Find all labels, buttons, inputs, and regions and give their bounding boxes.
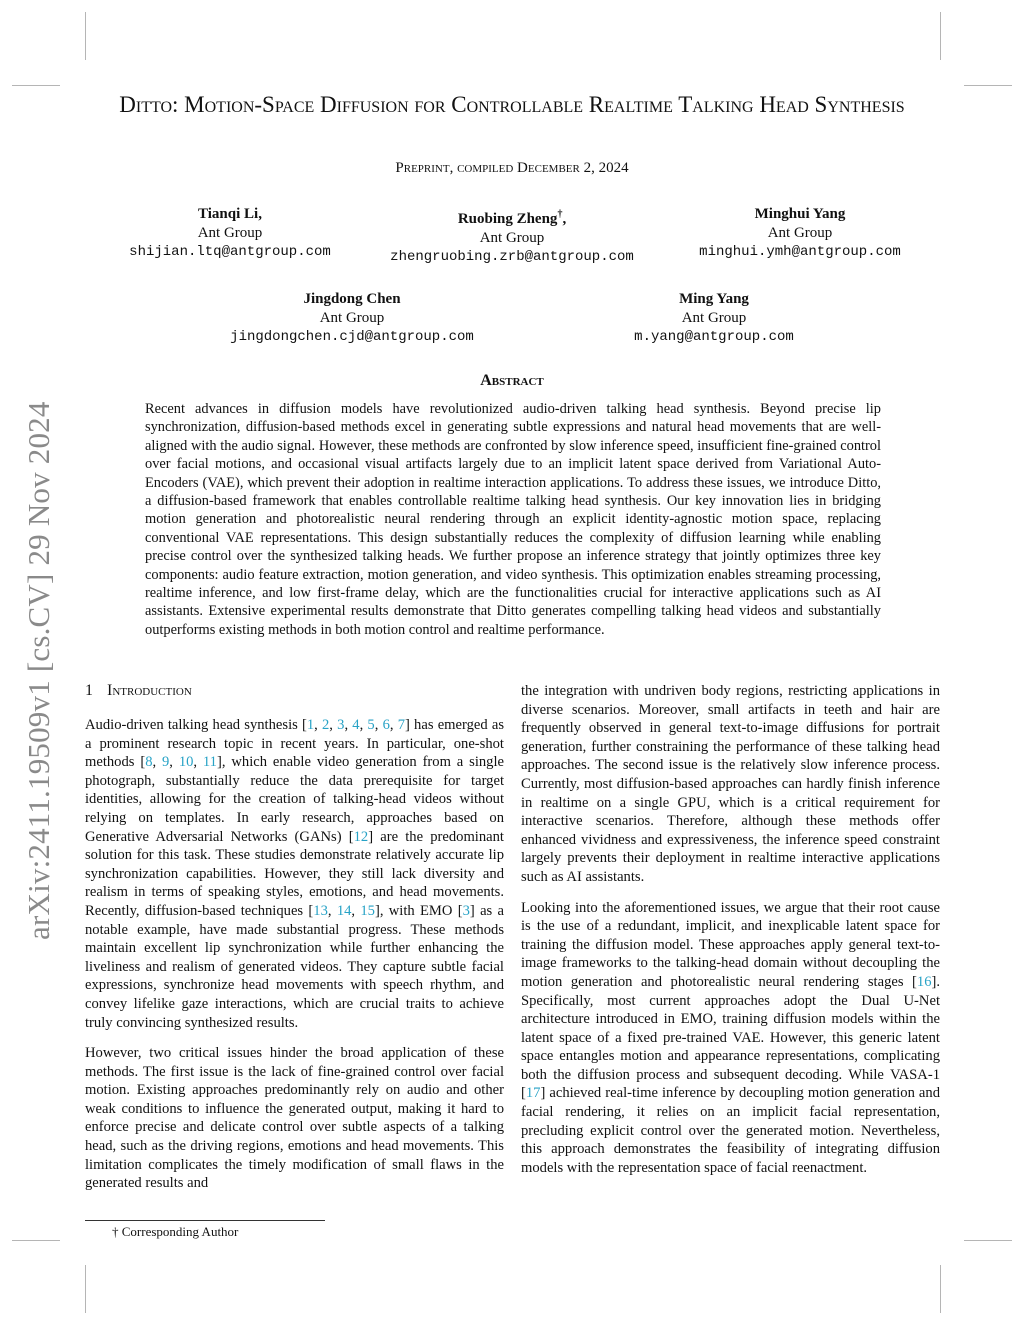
citation-link[interactable]: 1 [306, 717, 315, 733]
author-block [604, 290, 824, 347]
author-affiliation: Ant Group [197, 225, 263, 241]
crop-mark [12, 85, 60, 86]
citation-link[interactable]: 17 [525, 1085, 541, 1102]
body-text: , [329, 717, 338, 733]
body-text: Looking into the aforementioned issues, we argue that their root cause is the use of a redundant, implicit, and inexplicable latent space for training the diffusion model. These approaches apply general text-to-image frameworks to the talking-head domain without decoupling the motion generation and photorealistic neural rendering stages [ [521, 899, 940, 990]
citation-link[interactable]: 3 [337, 717, 345, 733]
body-text: , [344, 717, 353, 733]
author-affiliation: Ant Group [767, 225, 833, 241]
body-text: , [169, 754, 179, 771]
citation-link[interactable]: 13 [313, 902, 328, 919]
author-affiliation: Ant Group [681, 310, 747, 326]
author-email[interactable]: shijian.ltq@antgroup.com [129, 244, 331, 260]
body-text: , [359, 717, 368, 733]
citation-link[interactable]: 15 [360, 902, 375, 919]
crop-mark [964, 1240, 1012, 1241]
body-text: ], with EMO [ [374, 902, 463, 919]
citation-link[interactable]: 6 [382, 717, 390, 733]
author-email[interactable]: minghui.ymh@antgroup.com [699, 244, 901, 260]
crop-mark [85, 12, 86, 60]
body-text: , [193, 754, 203, 771]
author-block [212, 290, 492, 347]
corresponding-author-mark: † [557, 209, 563, 220]
body-text: However, two critical issues hinder the broad application of these methods. The first issue is the lack of fine-grained control over facial motion. Existing approaches predominantly rely on audio and other weak conditions to influence the generated output, making it hard to enforce precise and delicate control over subtle aspects of a talking head, such as the driving regions, emotions and head movements. This limitation complicates the timely modification of small flaws in the generated results and [85, 1045, 504, 1192]
citation-link[interactable]: 10 [178, 754, 194, 771]
citation-link[interactable]: 8 [145, 754, 153, 771]
section-number: 1 [85, 682, 93, 699]
body-text: ] as a notable example, have made substantial progress. These methods maintain excellent lip synchronization while further enhancing the liveliness and realism of generated videos. They capture subtle facial expressions, synchronize head movements with speech rhythm, and convey lifelike gaze interactions, which are crucial traits to achieve truly convincing synthesized results. [85, 902, 505, 1031]
citation-link[interactable]: 11 [202, 754, 217, 771]
author-name: Ming Yang [679, 291, 749, 307]
author-name: Jingdong Chen [303, 291, 401, 307]
citation-link[interactable]: 5 [367, 717, 375, 733]
body-text: ], which enable video generation from a single photograph, substantially reduce the data prerequisite for target identities, allowing for the creation of talking-head videos without relying on templates. In early research, approaches based on Generative Adversarial Networks (GANs) [ [85, 754, 505, 845]
crop-mark [964, 85, 1012, 86]
author-affiliation: Ant Group [479, 230, 545, 246]
body-text: ] achieved real-time inference by decoupling motion generation and facial rendering, it relies on an implicit facial representation, precluding explicit control over the generated motion. Nevertheless, this approach demonstrates the feasibility of integrating diffusion models with the representation space of facial reenactment. [521, 1085, 940, 1176]
body-text: ]. Specifically, most current approaches adopt the Dual U-Net architecture introduced in EMO, training diffusion models within the latent space of a fixed pre-trained VAE. However, this generic latent space entangles motion and appearance representations, complicating both the diffusion process and subsequent decoding. While VASA-1 [ [521, 973, 940, 1102]
section-title: Introduction [107, 682, 192, 699]
body-text: , [351, 902, 361, 919]
abstract-text: Recent advances in diffusion models have revolutionized audio-driven talking head synthesis. Beyond precise lip synchronization, diffusion-based methods excel in generating subtle expressions and natural head movements that are well-aligned with the audio signal. However, these methods are confronted by slow inference speed, insufficient fine-grained control over facial motions, and occasional visual artifacts largely due to an implicit latent space derived from Variational Auto-Encoders (VAE), which prevent their adoption in realtime interaction applications. To address these issues, we introduce Ditto, a diffusion-based framework that enables controllable realtime talking head synthesis. Our key innovation lies in bridging motion generation and photorealistic neural rendering through an explicit identity-agnostic motion space, replacing conventional VAE representations. This design substantially reduces the complexity of diffusion learning while enabling precise control over the synthesized talking heads. We further propose an inference strategy that jointly optimizes three key components: audio feature extraction, motion generation, and video synthesis. This optimization enables streaming processing, realtime inference, and low first-frame delay, which are the functionalities crucial for interactive applications such as AI assistants. Extensive experimental results demonstrate that Ditto generates compelling talking head videos and substantially outperforms existing methods in both motion control and realtime performance. [145, 401, 881, 638]
footnote: † Corresponding Author [112, 1224, 239, 1239]
body-text: , [314, 717, 322, 733]
body-text: , [152, 754, 162, 771]
author-name: Minghui Yang [754, 206, 846, 222]
preprint-date: Preprint, compiled December 2, 2024 [395, 160, 629, 176]
author-affiliation: Ant Group [319, 310, 385, 326]
body-text: , [327, 902, 337, 919]
footnote-rule [85, 1220, 325, 1221]
author-email[interactable]: m.yang@antgroup.com [634, 329, 794, 345]
author-block [372, 205, 652, 267]
abstract-heading: Abstract [480, 372, 544, 389]
body-paragraph [521, 682, 940, 887]
citation-link[interactable]: 4 [352, 717, 360, 733]
body-text: Audio-driven talking head synthesis [ [85, 717, 307, 733]
body-text: , [389, 717, 398, 733]
crop-mark [940, 1265, 941, 1313]
citation-link[interactable]: 3 [462, 902, 470, 919]
body-text: ] has emerged as a prominent research topic in recent years. In particular, one-shot methods [ [85, 717, 505, 771]
author-block [110, 205, 350, 262]
author-name: Ruobing Zheng†, [457, 209, 567, 227]
section-heading [85, 682, 192, 700]
author-email[interactable]: jingdongchen.cjd@antgroup.com [230, 329, 474, 345]
arxiv-identifier-stamp: arXiv:2411.19509v1 [cs.CV] 29 Nov 2024 [21, 401, 56, 940]
citation-link[interactable]: 7 [397, 717, 405, 733]
crop-mark [940, 12, 941, 60]
left-text-column [85, 716, 504, 1193]
body-text: the integration with undriven body regions, restricting applications in diverse scenarios. Moreover, small artifacts in teeth and hair are frequently observed in general text-to-image diffusions for portrait generation, further constraining the performance of these talking head approaches. The second issue is the relatively slow inference process. Currently, most diffusion-based approaches can hardly finish inference in realtime on a single GPU, which is a critical requirement for interactive scenarios. Therefore, although these methods offer enhanced vividness and expressiveness, the inference speed constraint largely prevents their deployment in realtime interactive applications such as AI assistants. [521, 683, 940, 885]
right-text-column [521, 682, 940, 1177]
citation-link[interactable]: 2 [322, 717, 330, 733]
author-block [672, 205, 928, 262]
crop-mark [85, 1265, 86, 1313]
citation-link[interactable]: 16 [916, 973, 932, 990]
citation-link[interactable]: 9 [162, 754, 170, 771]
body-text: ] are the predominant solution for this task. These studies demonstrate relatively accurate lip synchronization capabilities. However, they still lack diversity and realism in terms of speaking styles, emotions, and head movements. Recently, diffusion-based techniques [ [85, 828, 504, 919]
body-paragraph [85, 716, 504, 1032]
author-email[interactable]: zhengruobing.zrb@antgroup.com [390, 249, 634, 265]
body-paragraph [85, 1044, 504, 1193]
citation-link[interactable]: 14 [336, 902, 352, 919]
author-name: Tianqi Li, [198, 206, 262, 222]
body-paragraph [521, 899, 940, 1178]
citation-link[interactable]: 12 [353, 828, 369, 845]
body-text: , [374, 717, 383, 733]
crop-mark [12, 1240, 60, 1241]
paper-title: Ditto: Motion-Space Diffusion for Controllable Realtime Talking Head Synthesis [119, 92, 905, 117]
